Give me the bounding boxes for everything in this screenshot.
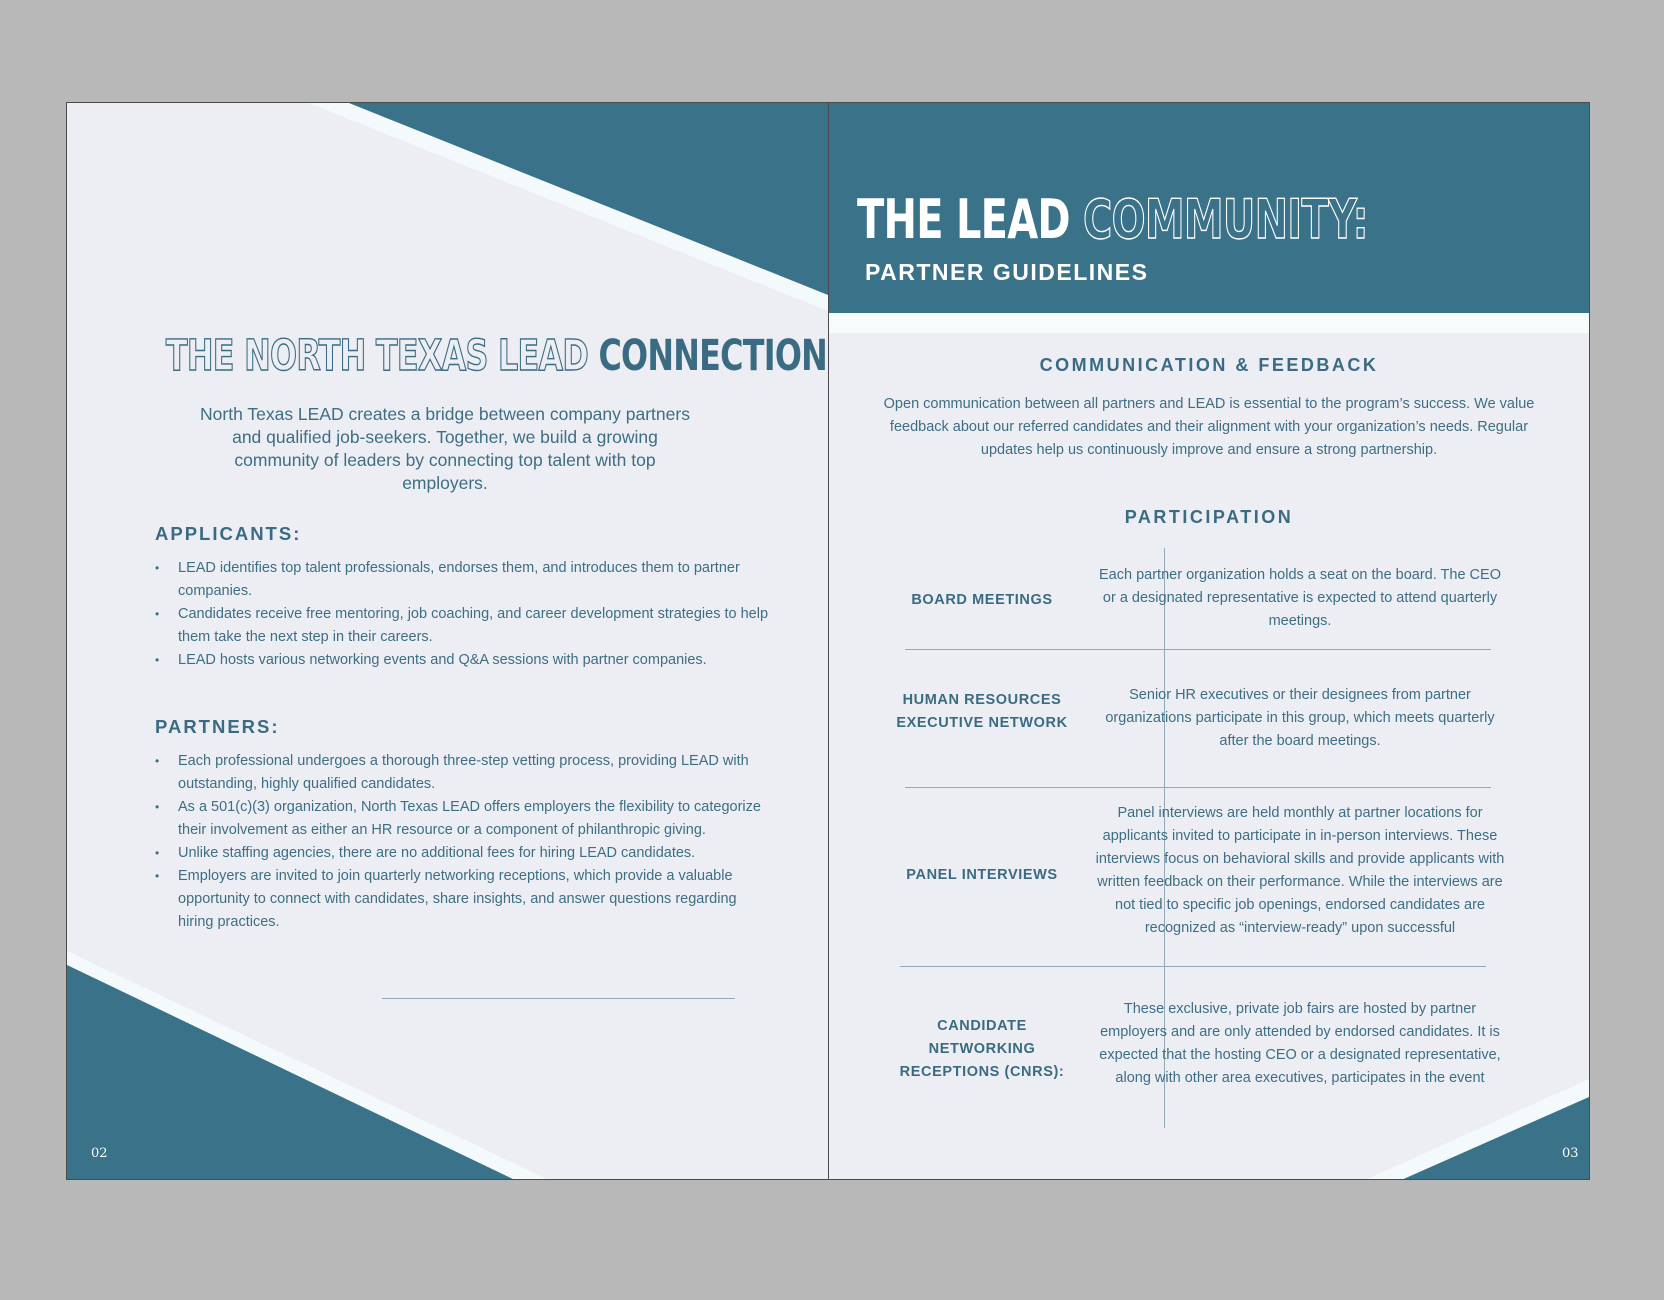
participation-row-text: Each partner organization holds a seat on the board. The CEO or a designated representative is expected to attend quarterly meetings.	[1099, 567, 1501, 629]
list-item: • As a 501(c)(3) organization, North Texas LEAD offers employers the flexibility to categorize their involvement as either an HR resource or a component of philanthropic giving.	[155, 796, 775, 842]
title-solid-text: CONNECTION	[598, 331, 828, 381]
participation-heading: PARTICIPATION	[1124, 507, 1294, 527]
communication-heading: COMMUNICATION & FEEDBACK	[1039, 355, 1379, 375]
list-item: • Employers are invited to join quarterly networking receptions, which provide a valuable opportunity to connect with candidates, share insights, and answer questions regarding hiring practices.	[155, 865, 775, 934]
list-item: • Each professional undergoes a thorough three-step vetting process, providing LEAD with outstanding, highly qualified candidates.	[155, 750, 775, 796]
list-item: • Unlike staffing agencies, there are no additional fees for hiring LEAD candidates.	[155, 842, 775, 865]
table-row-divider	[900, 966, 1486, 967]
participation-row-label: BOARD MEETINGS	[911, 592, 1053, 608]
page-right	[829, 103, 1589, 1179]
partners-heading: PARTNERS:	[155, 716, 280, 737]
applicants-heading: APPLICANTS:	[155, 523, 302, 544]
decorative-rule	[382, 998, 735, 999]
list-item: • Candidates receive free mentoring, job coaching, and career development strategies to help them take the next step in their careers.	[155, 603, 775, 649]
participation-row-label: CANDIDATE NETWORKING RECEPTIONS (CNRS):	[899, 1018, 1065, 1080]
participation-row-text: Senior HR executives or their designees from partner organizations participate in this group, which meets quarterly after the board meetings.	[1105, 687, 1495, 749]
table-row-divider	[905, 649, 1491, 650]
title-solid-text: THE LEAD	[857, 188, 1070, 251]
participation-row-text: Panel interviews are held monthly at partner locations for applicants invited to participate in in-person interviews. These interviews focus on behavioral skills and provide applicants with written feedback on their performance. While the interviews are not tied to specific job openings, endorsed candidates are recognized as “interview-ready” upon successful	[1095, 805, 1505, 936]
table-row-divider	[905, 787, 1491, 788]
right-page-title	[857, 188, 1368, 251]
right-page-subtitle: PARTNER GUIDELINES	[865, 259, 1149, 285]
page-left	[67, 103, 828, 1179]
partners-list	[155, 750, 775, 934]
title-outline-text: COMMUNITY:	[1083, 188, 1368, 251]
page-number-right: 03	[1562, 1146, 1579, 1161]
brochure-spread	[66, 102, 1590, 1180]
left-page-title	[165, 331, 828, 381]
participation-row-label: PANEL INTERVIEWS	[906, 867, 1058, 883]
list-item: • LEAD hosts various networking events and Q&A sessions with partner companies.	[155, 649, 775, 672]
communication-paragraph: Open communication between all partners and LEAD is essential to the program’s success. We value feedback about our referred candidates and their alignment with your organization’s needs. Regular updates help us continuously improve and ensure a strong partnership.	[883, 396, 1535, 458]
intro-paragraph: North Texas LEAD creates a bridge between company partners and qualified job-seekers. Together, we build a growing community of leaders by connecting top talent with top employers.	[200, 404, 690, 493]
participation-row-text: These exclusive, private job fairs are hosted by partner employers and are only attended by endorsed candidates. It is expected that the hosting CEO or a designated representative, along with other area executives, participates in the event	[1099, 1001, 1501, 1086]
page-number-left: 02	[91, 1146, 108, 1161]
list-item: • LEAD identifies top talent professionals, endorses them, and introduces them to partner companies.	[155, 557, 775, 603]
title-outline-text: THE NORTH TEXAS LEAD	[165, 331, 589, 381]
participation-row-label: HUMAN RESOURCES EXECUTIVE NETWORK	[896, 692, 1068, 731]
applicants-list	[155, 557, 775, 672]
